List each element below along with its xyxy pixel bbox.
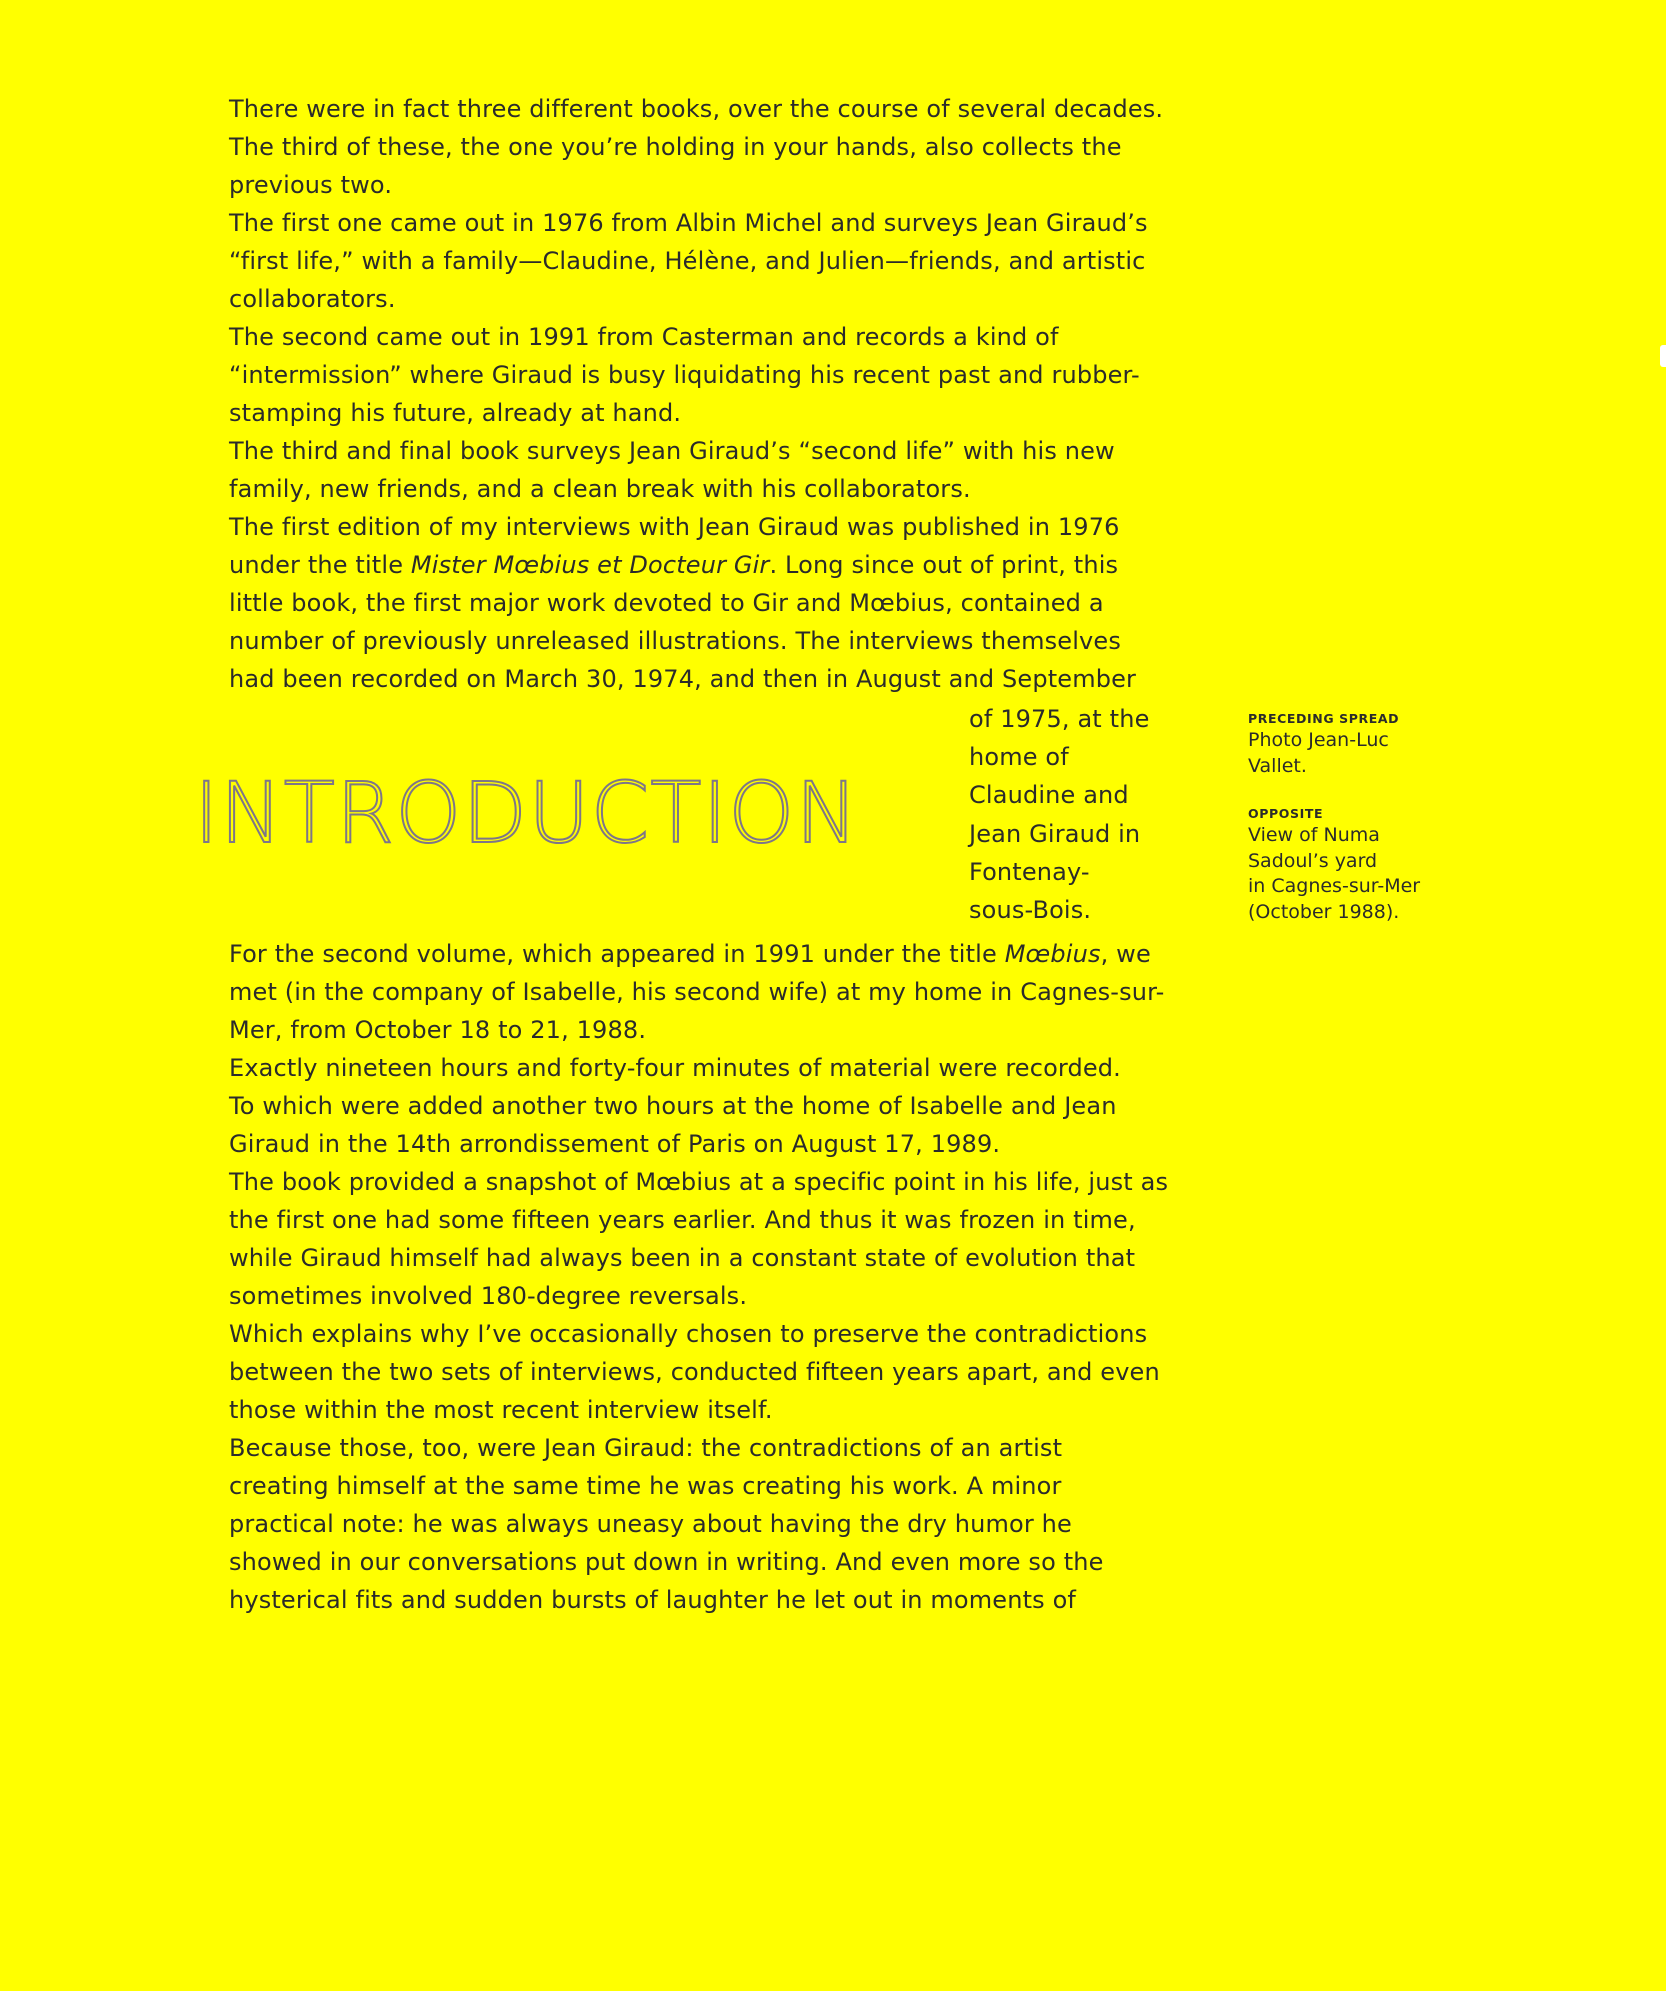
- paragraph-second-book: The second came out in 1991 from Casterman and records a kind of “intermission” where Giraud is busy liquidating his recent past and rubber-stamping his future, already at hand.: [229, 323, 1140, 427]
- caption-text-preceding-spread: Photo Jean-Luc Vallet.: [1248, 729, 1389, 777]
- photo-captions: [1248, 710, 1468, 925]
- caption-opposite: [1248, 805, 1468, 925]
- first-edition-text-before: The first edition of my interviews with Jean Giraud was published in 1976 under the title: [229, 513, 1120, 579]
- book-title-moebius: Mœbius: [1004, 940, 1101, 968]
- paragraph-three-books: There were in fact three different books, over the course of several decades. The third of these, the one you’re holding in your hands, also collects the previous two.: [229, 95, 1164, 199]
- caption-preceding-spread: [1248, 710, 1468, 779]
- scan-edge-mark: [1660, 345, 1666, 367]
- intro-text-bottom: [229, 935, 1169, 1619]
- book-title-mister-moebius: Mister Mœbius et Docteur Gir: [410, 551, 770, 579]
- first-edition-text-after: . Long since out of print, this little book, the first major work devoted to Gir and Mœbius, contained a number of previously unreleased illustrations. The interviews themselves had been recorded on March 30, 1974, and then in August and September: [229, 551, 1137, 693]
- caption-text-opposite: View of Numa Sadoul’s yard in Cagnes-sur-Mer (October 1988).: [1248, 824, 1421, 923]
- first-edition-continuation: of 1975, at the home of Claudine and Jean Giraud in Fontenay- sous-Bois.: [969, 705, 1150, 925]
- second-volume-text-after: , we met (in the company of Isabelle, his second wife) at my home in Cagnes-sur-Mer, from October 18 to 21, 1988.: [229, 940, 1165, 1044]
- intro-text-top: [229, 90, 1169, 698]
- paragraph-second-volume: [229, 935, 1169, 1049]
- second-volume-text-before: For the second volume, which appeared in 1991 under the title: [229, 940, 1005, 968]
- paragraph-recorded-hours: Exactly nineteen hours and forty-four minutes of material were recorded.: [229, 1054, 1121, 1082]
- caption-label-preceding-spread: PRECEDING SPREAD: [1248, 711, 1400, 726]
- paragraph-first-edition: [229, 508, 1169, 698]
- page-title: INTRODUCTION: [194, 764, 860, 862]
- paragraph-additional-hours: To which were added another two hours at the home of Isabelle and Jean Giraud in the 14th arrondissement of Paris on August 17, 1989.: [229, 1092, 1117, 1158]
- paragraph-practical-note: Because those, too, were Jean Giraud: the contradictions of an artist creating himself at the same time he was creating his work. A minor practical note: he was always uneasy about having the dry humor he showed in our conversations put down in writing. And even more so the hysterical fits and sudden bursts of laughter he let out in moments of: [229, 1434, 1104, 1614]
- paragraph-snapshot: The book provided a snapshot of Mœbius at a specific point in his life, just as the first one had some fifteen years earlier. And thus it was frozen in time, while Giraud himself had always been in a constant state of evolution that sometimes involved 180-degree reversals.: [229, 1168, 1169, 1310]
- paragraph-third-book: The third and final book surveys Jean Giraud’s “second life” with his new family, new friends, and a clean break with his collaborators.: [229, 437, 1115, 503]
- caption-label-opposite: OPPOSITE: [1248, 806, 1324, 821]
- paragraph-first-book: The first one came out in 1976 from Albin Michel and surveys Jean Giraud’s “first life,” with a family—Claudine, Hélène, and Julien—friends, and artistic collaborators.: [229, 209, 1148, 313]
- paragraph-contradictions: Which explains why I’ve occasionally chosen to preserve the contradictions between the two sets of interviews, conducted fifteen years apart, and even those within the most recent interview itself.: [229, 1320, 1160, 1424]
